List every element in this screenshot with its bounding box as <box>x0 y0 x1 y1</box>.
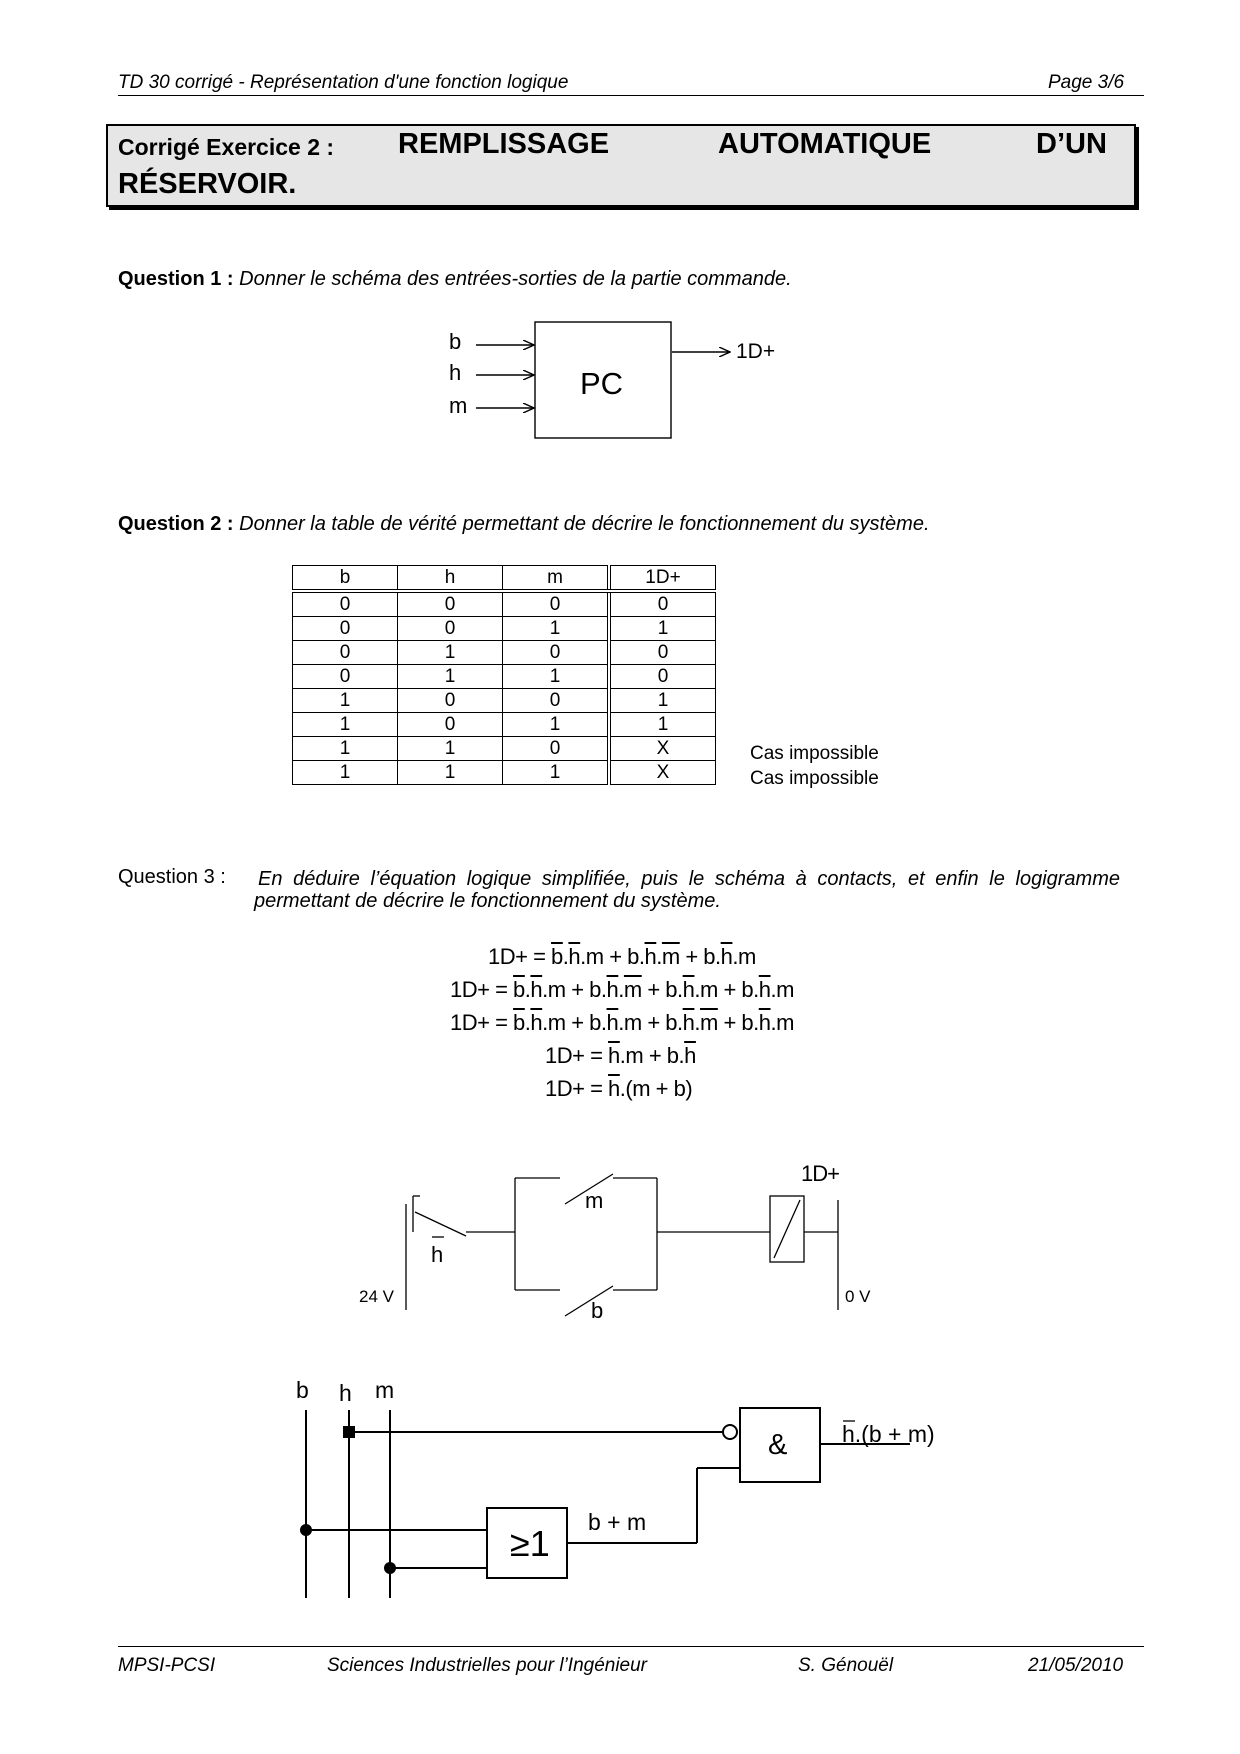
equation-2: $1D+ = \overline{b}.\overline{h}.m + b.\overline{h}.\overline{m} + b.\overline{h}.m + b.\overline{h}.m$ <box>450 977 794 1002</box>
title-word-3: D’UN <box>1036 128 1107 160</box>
cell: 1 <box>609 713 716 737</box>
pc-label: PC <box>580 366 624 401</box>
footer-date: 21/05/2010 <box>1028 1655 1124 1676</box>
and-gate-label: & <box>768 1429 788 1461</box>
contact-h-blade <box>415 1212 466 1236</box>
question-1-text: Donner le schéma des entrées-sorties de la partie commande. <box>239 268 792 290</box>
question-2-text: Donner la table de vérité permettant de décrire le fonctionnement du système. <box>239 513 930 535</box>
cell: 1 <box>503 617 610 641</box>
table-row <box>293 665 716 689</box>
question-3-text-line1: En déduire l’équation logique simplifiée, puis le schéma à contacts, et enfin le logigramme <box>258 868 1120 890</box>
cell: 1 <box>293 713 398 737</box>
table-row <box>293 689 716 713</box>
cell: 0 <box>293 591 398 617</box>
cell: 1 <box>398 641 503 665</box>
footer-class: MPSI-PCSI <box>118 1655 216 1676</box>
footer-course: Sciences Industrielles pour l’Ingénieur <box>327 1655 648 1676</box>
col-b: b <box>293 566 398 592</box>
cell: 1 <box>609 689 716 713</box>
cell: 0 <box>293 665 398 689</box>
title-word-2: AUTOMATIQUE <box>718 128 932 160</box>
table-row <box>293 761 716 785</box>
input-m-label: m <box>449 393 468 418</box>
col-h: h <box>398 566 503 592</box>
ladder-m-label: m <box>585 1188 604 1213</box>
ladder-coil-label: 1D+ <box>801 1161 839 1186</box>
footer-author: S. Génouël <box>798 1655 894 1676</box>
contact-diagram <box>406 1174 838 1316</box>
header-doc-title: TD 30 corrigé - Représentation d'une fonction logique <box>118 72 569 93</box>
cell: 0 <box>398 689 503 713</box>
output-label: 1D+ <box>736 340 776 363</box>
table-row <box>293 713 716 737</box>
and-output-label: h.(b + m) <box>842 1421 935 1447</box>
node-h <box>343 1426 355 1438</box>
truth-table-header <box>293 566 716 592</box>
equation-5: $1D+ = \overline{h}.(m + b)$ <box>545 1076 693 1101</box>
title-word-1: REMPLISSAGE <box>398 128 610 160</box>
question-2-label: Question 2 : <box>118 513 234 535</box>
cell: 1 <box>503 713 610 737</box>
cell: 1 <box>398 761 503 785</box>
cell: 0 <box>609 665 716 689</box>
cell: 0 <box>503 689 610 713</box>
ladder-h-label: h <box>431 1242 444 1267</box>
cell: X <box>609 737 716 761</box>
logigram <box>306 1408 910 1598</box>
cell: 0 <box>398 591 503 617</box>
node-m <box>384 1562 396 1574</box>
and-inversion-bubble <box>723 1425 737 1439</box>
cell: 1 <box>293 737 398 761</box>
cell: 0 <box>398 713 503 737</box>
cell: 0 <box>293 617 398 641</box>
ladder-b-label: b <box>591 1298 604 1323</box>
table-row <box>293 617 716 641</box>
question-3-text-line2: permettant de décrire le fonctionnement du système. <box>254 890 721 912</box>
cell: 0 <box>398 617 503 641</box>
cell: 0 <box>503 737 610 761</box>
logi-label-m: m <box>375 1377 395 1403</box>
ladder-24v-label: 24 V <box>359 1287 394 1306</box>
table-row <box>293 641 716 665</box>
cell: 0 <box>503 641 610 665</box>
contact-diagram-labels <box>359 1161 871 1323</box>
cell: 1 <box>503 665 610 689</box>
header-page-number: Page 3/6 <box>1048 72 1125 93</box>
footer-rule <box>118 1646 1144 1647</box>
node-b <box>300 1524 312 1536</box>
col-m: m <box>503 566 610 592</box>
table-row <box>293 737 716 761</box>
input-b-label: b <box>449 329 462 354</box>
cell: X <box>609 761 716 785</box>
cell: 1 <box>398 737 503 761</box>
impossible-note-1: Cas impossible <box>750 743 879 764</box>
cell: 0 <box>293 641 398 665</box>
equation-4: $1D+ = \overline{h}.m + b.\overline{h}$ <box>545 1043 696 1068</box>
question-2 <box>118 513 930 536</box>
cell: 0 <box>503 591 610 617</box>
table-row <box>293 591 716 617</box>
equation-1: $1D+ = \overline{b}.\overline{h}.m + b.\overline{h}.\overline{m} + b.\overline{h}.m$ <box>488 944 756 969</box>
or-gate-label: ≥1 <box>510 1523 550 1564</box>
logi-label-b: b <box>296 1377 309 1403</box>
title-word-4: RÉSERVOIR. <box>118 168 297 200</box>
or-output-label: b + m <box>588 1509 647 1535</box>
cell: 1 <box>609 617 716 641</box>
cell: 0 <box>609 591 716 617</box>
input-h-label: h <box>449 360 462 385</box>
logigram-labels <box>296 1377 935 1564</box>
contact-b-blade <box>565 1286 613 1316</box>
equation-3: $1D+ = \overline{b}.\overline{h}.m + b.\overline{h}.m + b.\overline{h}.\overline{m} + b.\overline{h}.m$ <box>450 1010 794 1035</box>
col-1d: 1D+ <box>609 566 716 592</box>
truth-table <box>292 565 716 785</box>
cell: 1 <box>503 761 610 785</box>
io-diagram <box>449 322 775 438</box>
cell: 0 <box>609 641 716 665</box>
ladder-0v-label: 0 V <box>845 1287 871 1306</box>
logi-label-h: h <box>339 1380 352 1406</box>
cell: 1 <box>293 761 398 785</box>
question-3-label: Question 3 : <box>118 866 226 888</box>
cell: 1 <box>293 689 398 713</box>
question-1-label: Question 1 : <box>118 268 234 290</box>
title-prefix: Corrigé Exercice 2 : <box>118 134 335 160</box>
cell: 1 <box>398 665 503 689</box>
impossible-note-2: Cas impossible <box>750 768 879 789</box>
coil-diagonal <box>774 1200 800 1258</box>
